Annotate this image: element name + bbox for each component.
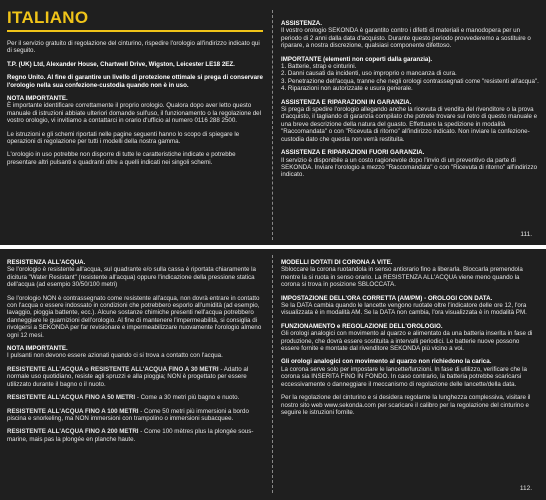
- list-item: 4. Riparazioni non autorizzate e usura generale.: [281, 85, 413, 93]
- wr100-text: - Come 50 metri più immersioni a bordo piscina e snorkeling, ma NON immersioni con trampolino o immersioni subacquee.: [7, 407, 249, 422]
- wr200-item: [7, 428, 265, 443]
- wr200-text: - Come 100 mètres plus la plongée sous-marine, mais pas la plongée en planche haute.: [7, 428, 254, 443]
- warranty-text: Si prega di spedire l'orologio allegando anche la ricevuta di vendita del rivenditore o la prova d'acquisto, il tagliando di garanzia compilato che potrete trovare sul retro di questo manuale e una breve descrizione della natura del guasto. Effettuare la spedizione in modalità "Raccomandata" o con "Ricevuta di ritorno" all'indirizzo indicato. Non inviare la confezione-custodia dato che questa non verrà restituita.: [281, 106, 538, 143]
- wr50-text: - Come a 30 metri più bagno e nuoto.: [135, 394, 240, 402]
- warranty-heading: ASSISTENZA E RIPARAZIONI IN GARANZIA.: [281, 98, 412, 106]
- note-heading: NOTA IMPORTANTE.: [7, 345, 68, 353]
- column-divider: [272, 10, 273, 240]
- page-number: 112.: [519, 485, 532, 492]
- page-112: [0, 249, 546, 500]
- important-heading: IMPORTANTE (elementi non coperti dalla garanzia).: [281, 55, 433, 63]
- address-text: T.P. (UK) Ltd, Alexander House, Chartwell Drive, Wigston, Leicester LE18 2EZ.: [7, 60, 235, 68]
- list-item: 3. Penetrazione dell'acqua, tranne che negli orologi contrassegnati come "resistenti all'acqua".: [281, 77, 539, 85]
- water-heading: RESISTENZA ALL'ACQUA.: [7, 259, 86, 266]
- wr50-item: [7, 394, 265, 401]
- instructions-text: Le istruzioni e gli schemi riportati nelle pagine seguenti hanno lo scopo di spiegare le operazioni di regolazione per tutti i modelli della nostra gamma.: [7, 130, 240, 146]
- wr100-item: [7, 408, 265, 423]
- right-column: [281, 20, 539, 185]
- strap-text: Per la regolazione del cinturino e si desidera regolarne la lunghezza complessiva, visitare il nostro sito web www.sekonda.com per scaricare il calibro per la regolazione del cinturino e seguire le istruzioni fornite.: [281, 394, 531, 416]
- wr30-heading: RESISTENTE ALL'ACQUA o RESISTENTE ALL'ACQUA FINO A 30 METRI: [7, 365, 219, 373]
- page-number: 111.: [520, 231, 532, 238]
- crown-heading: MODELLI DOTATI DI CORONA A VITE.: [281, 259, 393, 266]
- list-item: 1. Batterie, strap e cinturini.: [281, 63, 357, 71]
- list-item: 2. Danni causati da incidenti, uso improprio o mancanza di cura.: [281, 70, 457, 78]
- water-text: Se l'orologio è resistente all'acqua, sul quadrante e/o sulla cassa è riportata chiaramente la dicitura "Water Resistant" (resistente all'acqua) oppure l'indicazione della pressione statica dell'acqua (ad esempio 30/50/100 metri): [7, 266, 256, 289]
- time-heading: IMPOSTAZIONE DELL'ORA CORRETTA (AM/PM) - OROLOGI CON DATA.: [281, 294, 493, 302]
- wr200-heading: RESISTENTE ALL'ACQUA FINO A 200 METRI: [7, 428, 139, 436]
- wr100-heading: RESISTENTE ALL'ACQUA FINO A 100 METRI: [7, 407, 139, 415]
- column-divider: [272, 255, 273, 493]
- page-title: ITALIANO: [7, 8, 89, 27]
- quartz-heading: Gli orologi analogici con movimento al quarzo non richiedono la carica.: [281, 358, 492, 366]
- assist-heading: ASSISTENZA.: [281, 20, 322, 27]
- left-column: [7, 40, 265, 172]
- function-text: Gli orologi analogici con movimento al quarzo e alimentato da una batteria inserita in fase di produzione, che dovrà essere sostituita a intervalli periodici. Le batterie nuove possono essere fornite e montate dal rivenditore SEKONDA più vicino a voi.: [281, 330, 533, 353]
- left-column: [7, 259, 265, 449]
- crown-text: Sbloccare la corona ruotandola in senso antiorario fino a liberarla. Bloccarla premendola mentre la si ruota in senso orario. La RESISTENZA ALL'ACQUA viene meno quando la corona si trova in posizione SBLOCCATA.: [281, 266, 523, 289]
- wr50-heading: RESISTENTE ALL'ACQUA FINO A 50 METRI: [7, 394, 136, 402]
- note-heading: NOTA IMPORTANTE.: [7, 95, 68, 103]
- quartz-text: La corona serve solo per impostare le lancette/funzioni. In fase di utilizzo, verificare che la corona sia INSERITA FINO IN FONDO. In caso contrario, la batteria potrebbe scaricarsi eccessivamente o danneggiare il meccanismo di regolazione delle lancette/della data.: [281, 365, 527, 388]
- note-text: I pulsanti non devono essere azionati quando ci si trova a contatto con l'acqua.: [7, 352, 223, 360]
- assist-text: Il vostro orologio SEKONDA è garantito contro i difetti di materiali e manodopera per un periodo di 2 anni dalla data d'acquisto. Durante questo periodo provvederemo a sostituire o riparare, a nostra discrezione, qualsiasi componente difettoso.: [281, 27, 531, 50]
- outside-warranty-heading: ASSISTENZA E RIPARAZIONI FUORI GARANZIA.: [281, 149, 425, 157]
- features-text: L'orologio in uso potrebbe non disporre di tutte le caratteristiche indicate e potrebbe presentare altri pulsanti e quadranti oltre a quelli indicati nei singoli schemi.: [7, 151, 236, 166]
- wr30-item: [7, 366, 265, 388]
- wr30-text: - Adatto al normale uso quotidiano, resiste agli spruzzi e alla pioggia; NON è progettato per essere utilizzato durante il bagno o il nuoto.: [7, 365, 249, 388]
- function-heading: FUNZIONAMENTO e REGOLAZIONE DELL'OROLOGIO.: [281, 322, 443, 330]
- uk-notice: Regno Unito. Al fine di garantire un livello di protezione ottimale si prega di conservare l'orologio nella sua confezione-custodia quando non è in uso.: [7, 74, 263, 89]
- title-underline: [7, 30, 263, 32]
- page-111: [0, 0, 546, 245]
- note-text: È importante identificare correttamente il proprio orologio. Qualora dopo aver letto questo manuale di istruzioni abbiate ulteriori domande sull'uso, il funzionamento o la regolazione del vostro orologio, vi invitiamo a contattarci in orario d'ufficio al numero 0116 288 2500.: [7, 102, 261, 125]
- intro-text: Per il servizio gratuito di regolazione del cinturino, rispedire l'orologio all'indirizzo indicato qui di seguito.: [7, 40, 260, 55]
- outside-warranty-text: Il servizio è disponibile a un costo ragionevole dopo l'invio di un preventivo da parte di SEKONDA. Inviare l'orologio a mezzo "Raccomandata" o con "Ricevuta di ritorno" all'indirizzo indicato.: [281, 156, 538, 179]
- right-column: [281, 259, 539, 422]
- water-not-text: Se l'orologio NON è contrassegnato come resistente all'acqua, non dovrà entrare in contatto con l'acqua o essere indossato in condizioni che potrebbero esporlo all'umidità (ad esempio, lavaggio, pioggia battente, ecc.). Alcune sostanze chimiche presenti nell'acqua potrebbero danneggiare le guarnizioni dell'orologio. Al fine di mantenere l'impermeabilità, si consiglia di rivolgersi a SEKONDA per far revisionare e impermeabilizzare nuovamente l'orologio almeno ogni 12 mesi.: [7, 294, 262, 339]
- time-text: Se la DATA cambia quando le lancette vengono ruotate oltre l'indicatore delle ore 12, l'ora visualizzata è in modalità AM. Se la DATA non cambia, l'ora visualizzata è in modalità PM.: [281, 302, 527, 317]
